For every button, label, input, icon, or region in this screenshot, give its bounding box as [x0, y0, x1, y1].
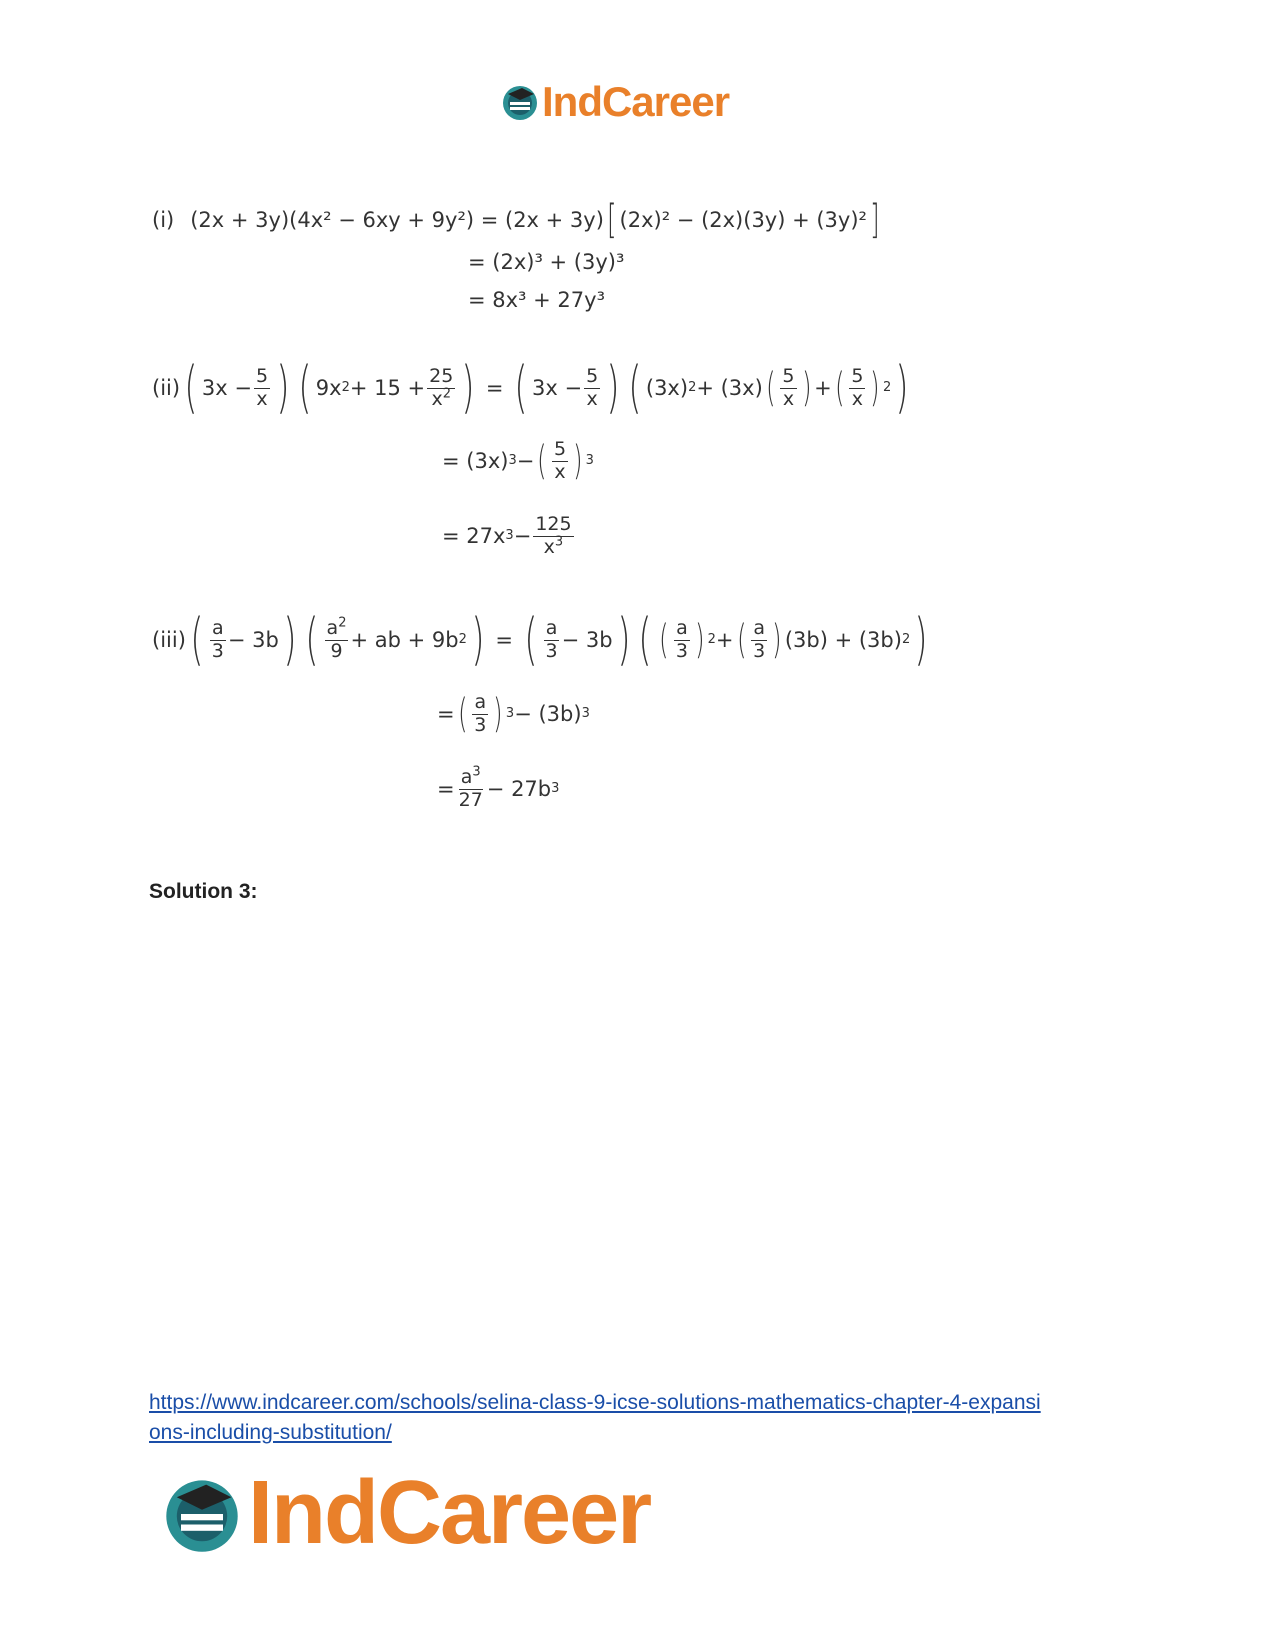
part-iii-line-3: = $\frac{a^3}{27}$ − 27b 3	[437, 764, 560, 811]
part-i-label: (i)	[152, 208, 175, 232]
part-ii-line-2: = (3x) 3 − ( $\frac{5}{x}$ ) 3	[442, 438, 594, 485]
part-i-line-1: (i) (2x + 3y)(4x² − 6xy + 9y²) = (2x + 3y) [ (2x)² − (2x)(3y) + (3y)² ]	[152, 197, 880, 243]
header-logo	[500, 78, 729, 126]
graduation-cap-icon	[500, 82, 540, 122]
part-i-line-2: = (2x)³ + (3y)³	[468, 250, 625, 274]
part-iii-line-1: (iii) ( $\frac{a}{3}$ − 3b ) ( $\frac{a^2}{9}$ + ab + 9b 2 ) = ( $\frac{a}{3}$ − 3b ) ( ( $\frac{a}{3}$ ) 2 + ( $\frac{a}{3}$ ) (3b) + (3b) 2 )	[152, 607, 928, 672]
part-ii-line-3: = 27x 3 − $\frac{125}{x^3}$	[442, 513, 572, 558]
part-ii-label: (ii)	[152, 376, 181, 400]
source-link-line-1[interactable]: https://www.indcareer.com/schools/selina-class-9-icse-solutions-mathematics-chapter-4-expansi	[149, 1391, 1041, 1414]
source-link[interactable]	[149, 1388, 1129, 1448]
graduation-cap-icon	[160, 1472, 244, 1556]
part-i-line-3: = 8x³ + 27y³	[468, 288, 605, 312]
part-i-rhs: (2x)² − (2x)(3y) + (3y)²	[619, 208, 867, 232]
source-link-line-2[interactable]: ons-including-substitution/	[149, 1421, 392, 1444]
part-iii-line-2: = ( $\frac{a}{3}$ ) 3 − (3b) 3	[437, 691, 590, 738]
part-i-lhs: (2x + 3y)(4x² − 6xy + 9y²) = (2x + 3y)	[190, 208, 604, 232]
brand-name: IndCareer	[542, 78, 730, 125]
footer-logo	[160, 1462, 650, 1565]
part-ii-line-1: (ii) ( 3x − $\frac{5}{x}$ ) ( 9x 2 + 15 + $\frac{25}{x^2}$ ) = ( 3x − $\frac{5}{x}$ ) ( (3x) 2 + (3x) ( $\frac{5}{x}$ ) + ( $\frac{5}{x}$ ) 2 )	[152, 355, 909, 420]
brand-name: IndCareer	[248, 1463, 651, 1563]
part-iii-label: (iii)	[152, 628, 186, 652]
solution-heading: Solution 3:	[149, 880, 258, 903]
